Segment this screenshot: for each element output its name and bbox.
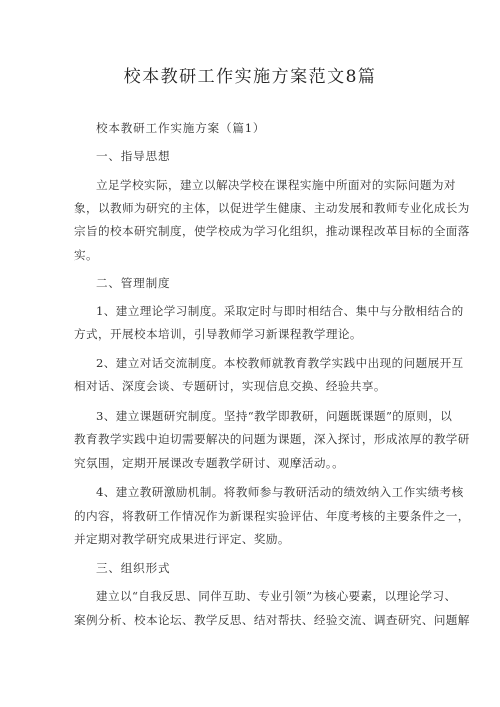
document-title: 校本教研工作实施方案范文8篇 [123,67,377,87]
section-heading-1: 一、指导思想 [96,149,171,163]
paragraph-line: 3、建立课题研究制度。坚持“教学即教研，问题既课题”的原则，以 [96,409,453,423]
section-heading-2: 二、管理制度 [96,276,171,290]
paragraph-line: 建立以“自我反思、同伴互助、专业引领”为核心要素，以理论学习、 [96,589,457,603]
paragraph-line: 2、建立对话交流制度。本校教师就教育教学实践中出现的问题展开互 [96,356,464,370]
paragraph-line: 的内容，将教研工作情况作为新课程实验评估、年度考核的主要条件之一， [74,509,470,523]
subtitle: 校本教研工作实施方案（篇1） [96,121,266,135]
paragraph-line: 宗旨的校本研究制度，使学校成为学习化组织，推动课程改革目标的全面落 [74,224,470,238]
paragraph-line: 立足学校实际，建立以解决学校在课程实施中所面对的实际问题为对 [96,178,456,192]
section-heading-3: 三、组织形式 [96,561,171,575]
paragraph-line: 究氛围，定期开展课改专题教学研讨、观摩活动。。 [74,456,345,470]
paragraph-line: 相对话、深度会谈、专题研讨，实现信息交换、经验共享。 [74,379,386,393]
paragraph-line: 1、建立理论学习制度。采取定时与即时相结合、集中与分散相结合的 [96,304,464,318]
paragraph-line: 并定期对教学研究成果进行评定、奖励。 [74,532,290,546]
paragraph-line: 4、建立教研激励机制。将教师参与教研活动的绩效纳入工作实绩考核 [96,485,464,499]
paragraph-line: 案例分析、校本论坛、教学反思、结对帮扶、经验交流、调查研究、问题解 [74,613,470,627]
paragraph-line: 象，以教师为研究的主体，以促进学生健康、主动发展和教师专业化成长为 [74,201,470,215]
paragraph-line: 方式，开展校本培训，引导教师学习新课程教学理论。 [74,327,362,341]
paragraph-line: 教育教学实践中迫切需要解决的问题为课题，深入探讨，形成浓厚的教学研 [74,432,470,446]
paragraph-line: 实。 [74,248,98,262]
